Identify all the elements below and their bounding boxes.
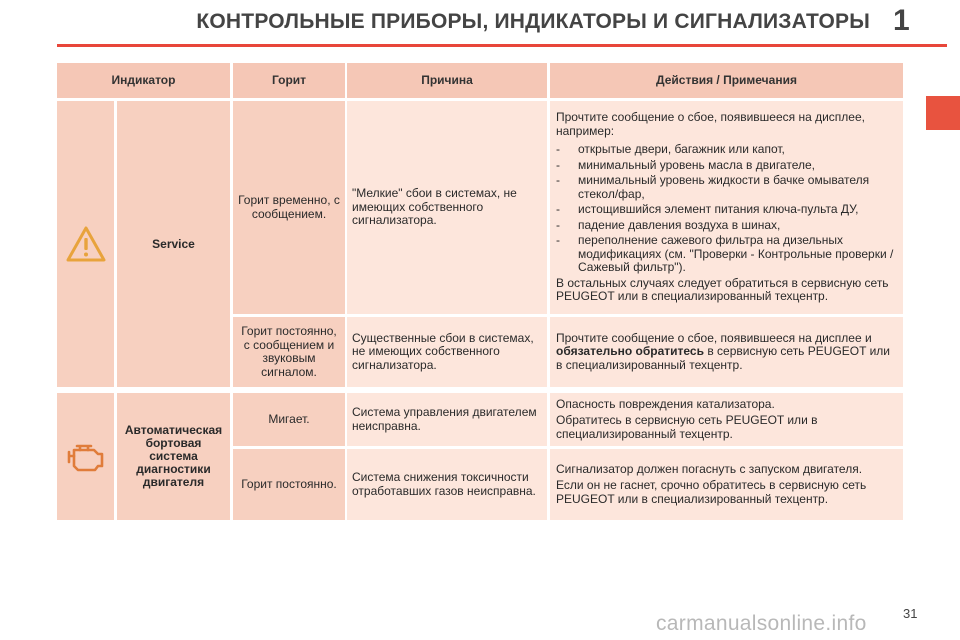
list-item: - падение давления воздуха в шинах, bbox=[556, 217, 781, 232]
mode-text: Мигает. bbox=[268, 411, 310, 426]
list-item: - открытые двери, багажник или капот, bbox=[556, 142, 785, 156]
chapter-number: 1 bbox=[893, 4, 910, 37]
service-icon-cell bbox=[57, 101, 114, 387]
warning-triangle-icon bbox=[65, 225, 107, 263]
page-number: 31 bbox=[903, 606, 918, 621]
action-text: Если он не гаснет, срочно обратитесь в сервисную сеть PEUGEOT или в специализированный техцентр. bbox=[556, 478, 867, 506]
col-header-indicator: Индикатор bbox=[57, 63, 230, 98]
page-title: КОНТРОЛЬНЫЕ ПРИБОРЫ, ИНДИКАТОРЫ И СИГНАЛИЗАТОРЫ bbox=[196, 10, 870, 33]
action-text: Обратитесь в сервисную сеть PEUGEOT или в специализированный техцентр. bbox=[556, 413, 818, 441]
col-header-cause: Причина bbox=[347, 63, 547, 98]
service-action-1 bbox=[550, 101, 903, 314]
list-item: - переполнение сажевого фильтра на дизельных модификациях (см. "Проверки - Контрольные проверки / Сажевый фильтр"). bbox=[556, 233, 894, 274]
indicator-name-engine: Автоматическая бортовая система диагностики двигателя bbox=[124, 423, 223, 489]
mode-text: Горит временно, с сообщением. bbox=[238, 193, 340, 221]
engine-action-1 bbox=[550, 393, 903, 446]
service-action-2 bbox=[550, 317, 903, 387]
action-text: Прочтите сообщение о сбое, появившееся на дисплее и обязательно обратитесь в сервисную сеть PEUGEOT или в специализированный техцентр. bbox=[556, 330, 890, 372]
engine-cause-1 bbox=[347, 393, 547, 446]
list-item: - минимальный уровень масла в двигателе, bbox=[556, 157, 815, 172]
service-name-cell bbox=[117, 101, 230, 387]
engine-cause-2 bbox=[347, 449, 547, 520]
list-item: - истощившийся элемент питания ключа-пульта ДУ, bbox=[556, 202, 859, 216]
engine-check-icon bbox=[64, 440, 108, 474]
service-cause-1 bbox=[347, 101, 547, 314]
list-item: - минимальный уровень жидкости в бачке омывателя стекол/фар, bbox=[556, 173, 870, 201]
cause-text: "Мелкие" сбои в системах, не имеющих собственного сигнализатора. bbox=[352, 186, 517, 228]
service-cause-2 bbox=[347, 317, 547, 387]
action-intro: Прочтите сообщение о сбое, появившееся на дисплее, например: bbox=[556, 110, 865, 138]
engine-action-2 bbox=[550, 449, 903, 520]
chapter-tab bbox=[926, 96, 960, 130]
header-divider bbox=[57, 44, 947, 47]
indicator-name-service: Service bbox=[152, 236, 195, 251]
engine-icon-cell bbox=[57, 393, 114, 520]
col-header-actions: Действия / Примечания bbox=[550, 63, 903, 98]
engine-mode-1 bbox=[233, 393, 345, 446]
service-mode-1 bbox=[233, 101, 345, 314]
engine-mode-2 bbox=[233, 449, 345, 520]
engine-name-cell bbox=[117, 393, 230, 520]
mode-text: Горит постоянно, с сообщением и звуковым сигналом. bbox=[241, 324, 337, 379]
action-outro: В остальных случаях следует обратиться в сервисную сеть PEUGEOT или в специализированный техцентр. bbox=[556, 275, 889, 303]
cause-text: Существенные сбои в системах, не имеющих собственного сигнализатора. bbox=[352, 330, 534, 372]
watermark: carmanualsonline.info bbox=[656, 612, 867, 635]
action-text: Опасность повреждения катализатора. bbox=[556, 396, 775, 411]
service-mode-2 bbox=[233, 317, 345, 387]
action-text: Сигнализатор должен погаснуть с запуском двигателя. bbox=[556, 461, 863, 476]
cause-text: Система снижения токсичности отработавших газов неисправна. bbox=[352, 470, 536, 498]
emphasis-text: обязательно обратитесь bbox=[556, 344, 704, 359]
cause-text: Система управления двигателем неисправна. bbox=[352, 405, 537, 433]
col-header-lit: Горит bbox=[233, 63, 345, 98]
mode-text: Горит постоянно. bbox=[241, 476, 337, 491]
